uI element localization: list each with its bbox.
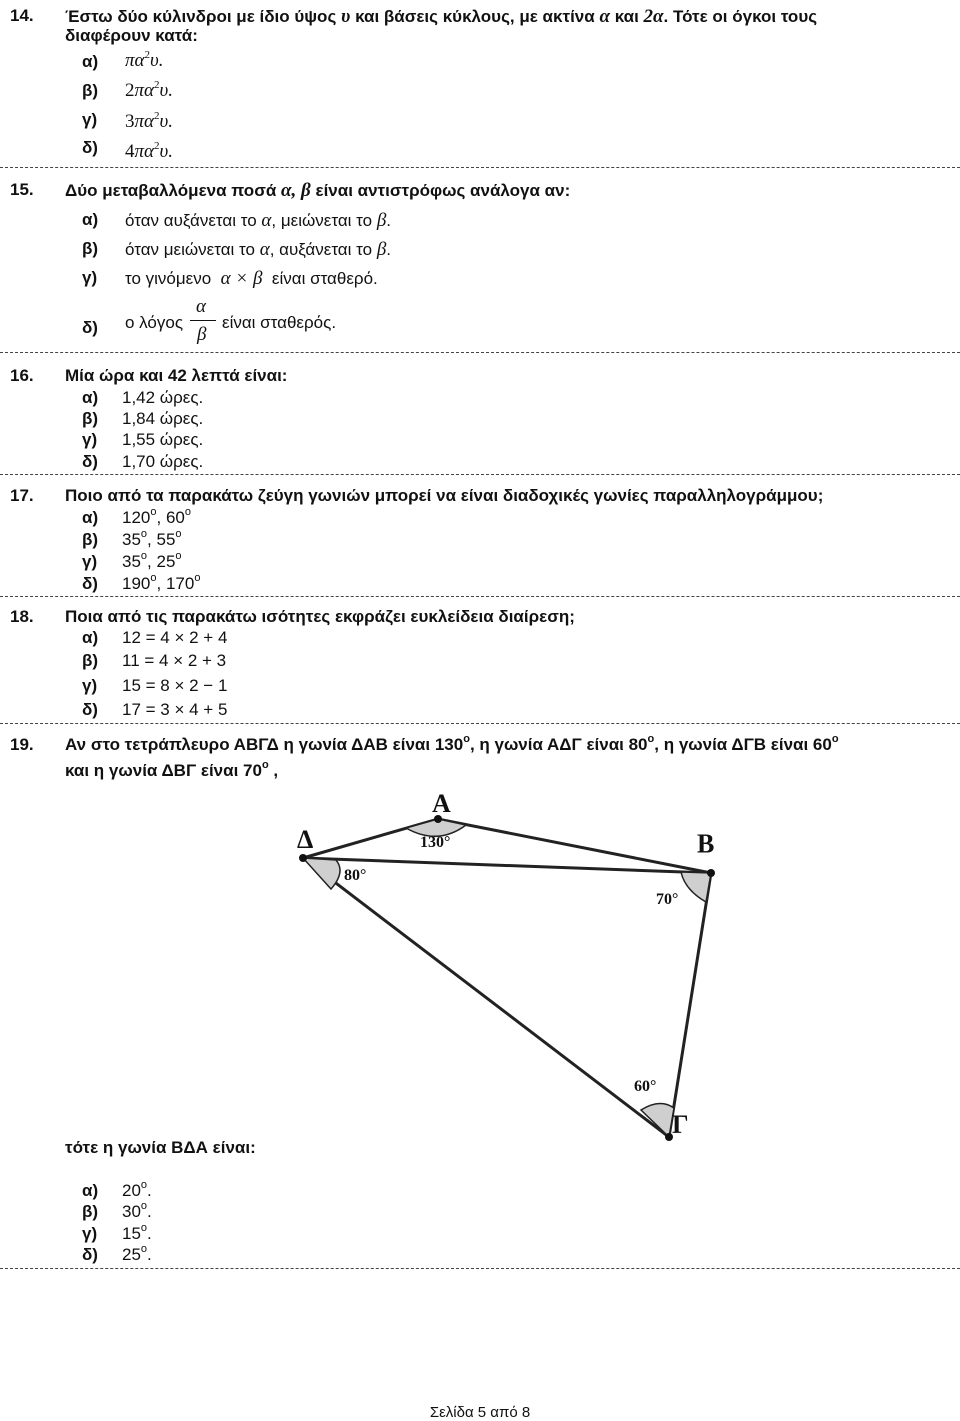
vertex-label-B: Β: [697, 829, 715, 858]
q17-number: 17.: [10, 486, 34, 505]
q15-stem: Δύο μεταβαλλόμενα ποσά α, β είναι αντιστρόφως ανάλογα αν:: [65, 180, 571, 201]
vertex-label-D: Δ: [297, 825, 314, 854]
angle-label-G: 60°: [634, 1078, 657, 1095]
q16-number: 16.: [10, 366, 34, 385]
q17-stem: Ποιο από τα παρακάτω ζεύγη γωνιών μπορεί να είναι διαδοχικές γωνίες παραλληλογράμμου;: [65, 486, 824, 505]
page-footer: Σελίδα 5 από 8: [429, 1404, 531, 1421]
angle-arc-D: [303, 858, 340, 889]
angle-label-D: 80°: [344, 867, 367, 884]
q19-stem: Αν στο τετράπλευρο ΑΒΓΔ η γωνία ΔΑΒ είναι $130^o$, η γωνία ΑΔΓ είναι $80^o$, η γωνία ΔΓΒ είναι $60^o$: [65, 733, 839, 754]
q16-stem: Μία ώρα και 42 λεπτά είναι:: [65, 366, 288, 385]
angle-label-A: 130°: [420, 834, 451, 851]
q19-stem-line2: και η γωνία ΔΒΓ είναι $70^o$ ,: [65, 759, 279, 780]
fraction-numerator: α: [196, 296, 206, 317]
vertex-label-A: Α: [432, 789, 451, 818]
q14-stem-line2: διαφέρουν κατά:: [65, 26, 198, 45]
q18-number: 18.: [10, 607, 34, 626]
q19-number: 19.: [10, 735, 34, 754]
fraction-denominator: β: [197, 324, 207, 345]
separator: [0, 1268, 960, 1269]
q19-question: τότε η γωνία ΒΔΑ είναι:: [65, 1138, 256, 1157]
q14-stem: Έστω δύο κύλινδροι με ίδιο ύψος υ και βάσεις κύκλους, με ακτίνα α και 2α. Τότε οι όγκοι τους: [65, 6, 818, 27]
angle-arc-B: [681, 872, 711, 902]
vertex-label-G: Γ: [672, 1110, 689, 1139]
q14-number: 14.: [10, 6, 34, 25]
angle-label-B: 70°: [656, 891, 679, 908]
q15-number: 15.: [10, 180, 34, 199]
q18-stem: Ποια από τις παρακάτω ισότητες εκφράζει ευκλείδεια διαίρεση;: [65, 607, 575, 626]
